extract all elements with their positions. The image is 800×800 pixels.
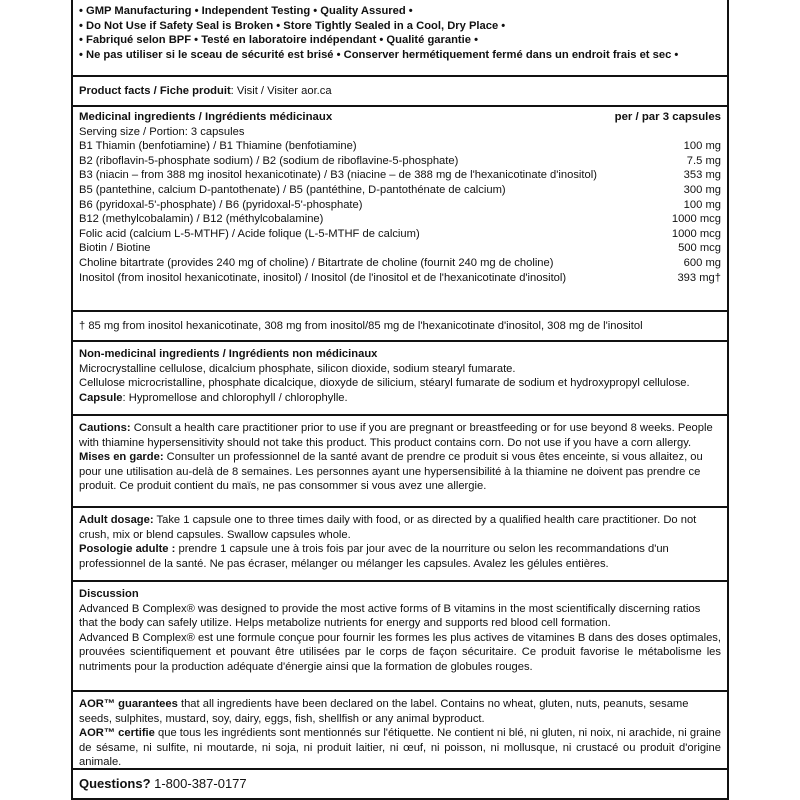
medicinal-heading: Medicinal ingredients / Ingrédients médicinaux <box>79 111 333 123</box>
mises-en-garde-text: Consulter un professionnel de la santé avant de prendre ce produit si vous êtes enceinte, si vous allaitez, ou pour une utilisation au-delà de 8 semaines. Les personnes ayant une hypersensibilité à la thiamine ne doivent pas prendre ce produit. Ce produit contient du maïs, ne pas consommer si vous avez une allergie. <box>79 451 703 493</box>
non-medicinal-en: Microcrystalline cellulose, dicalcium phosphate, silicon dioxide, sodium stearyl fumarate. <box>79 362 516 375</box>
non-medicinal-ingredients <box>73 342 727 416</box>
ingredient-row <box>79 139 721 154</box>
product-facts-value: : Visit / Visiter aor.ca <box>230 85 332 97</box>
ingredient-amount: 100 mg <box>683 140 721 153</box>
ingredient-name: Folic acid (calcium L-5-MTHF) / Acide folique (L-5-MTHF de calcium) <box>79 227 420 240</box>
ingredient-name: Biotin / Biotine <box>79 242 151 255</box>
ingredient-row <box>79 168 721 183</box>
cautions-text: Consult a health care practitioner prior to use if you are pregnant or breastfeeding or for use beyond 8 weeks. People with thiamine hypersensitivity should not take this product. This product contains corn. Do not use if you have a corn allergy. <box>79 422 713 449</box>
discussion-en: Advanced B Complex® was designed to provide the most active forms of B vitamins in the most scientifically discerning ratios that the body can safely utilize. Helps metabolize nutrients for energy and supports red blood cell formation. <box>79 602 701 630</box>
non-medicinal-heading: Non-medicinal ingredients / Ingrédients non médicinaux <box>79 348 378 360</box>
footnote: † 85 mg from inositol hexanicotinate, 308 mg from inositol/85 mg de l'hexanicotinate d'inositol, 308 mg de l'inositol <box>79 320 643 332</box>
statement-line: • GMP Manufacturing • Independent Testing • Quality Assured • <box>79 5 413 17</box>
ingredient-amount: 393 mg† <box>677 271 721 284</box>
non-medicinal-fr: Cellulose microcristalline, phosphate dicalcique, dioxyde de silicium, stéaryl fumarate de sodium et hydroxypropyl cellulose. <box>79 377 690 390</box>
adult-dosage-text: Take 1 capsule one to three times daily with food, or as directed by a qualified health care practitioner. Do not crush, mix or blend capsules. Swallow capsules whole. <box>79 514 697 541</box>
ingredient-amount: 600 mg <box>683 256 721 269</box>
questions-section <box>73 770 727 800</box>
statement-line: • Fabriqué selon BPF • Testé en laboratoire indépendant • Qualité garantie • <box>79 34 479 47</box>
guarantee-label: AOR™ guarantees <box>79 698 178 710</box>
ingredient-name: B5 (pantethine, calcium D-pantothenate) / B5 (pantéthine, D-pantothénate de calcium) <box>79 183 506 196</box>
discussion-section <box>73 582 727 692</box>
guarantee-text: that all ingredients have been declared on the label. Contains no wheat, gluten, nuts, peanuts, sesame seeds, sulphites, mustard, soy, dairy, eggs, fish, shellfish or any animal byproduct. <box>79 698 689 725</box>
dosage-section <box>73 508 727 582</box>
medicinal-ingredients <box>73 107 727 312</box>
phone-number: 1-800-387-0177 <box>150 776 247 791</box>
statement-line: • Do Not Use if Safety Seal is Broken • Store Tightly Sealed in a Cool, Dry Place • <box>79 19 506 32</box>
ingredient-amount: 1000 mcg <box>671 227 721 240</box>
capsule-label: Capsule <box>79 391 123 404</box>
ingredient-row <box>79 212 721 227</box>
ingredient-row <box>79 183 721 198</box>
ingredient-name: Choline bitartrate (provides 240 mg of choline) / Bitartrate de choline (fournit 240 mg de choline) <box>79 256 554 269</box>
ingredient-row <box>79 256 721 271</box>
product-facts <box>73 77 727 107</box>
ingredient-name: B12 (methylcobalamin) / B12 (méthylcobalamine) <box>79 213 324 226</box>
ingredient-amount: 353 mg <box>683 169 721 182</box>
ingredient-row <box>79 154 721 169</box>
ingredient-name: B6 (pyridoxal-5'-phosphate) / B6 (pyridoxal-5'-phosphate) <box>79 198 363 211</box>
quality-statements <box>73 0 727 77</box>
discussion-heading: Discussion <box>79 588 139 600</box>
adult-dosage-label: Adult dosage: <box>79 514 154 526</box>
certifie-text: que tous les ingrédients sont mentionnés sur l'étiquette. Ne contient ni blé, ni gluten, ni noix, ni arachide, ni graine de sésame, ni sulfite, ni moutarde, ni soja, ni produit laitier, ni œuf, ni poisson, ni mollusque, ni crustacé ou produit d'origine animale. <box>79 727 721 769</box>
certifie-label: AOR™ certifie <box>79 727 155 740</box>
footnote-section <box>73 312 727 342</box>
posologie-label: Posologie adulte : <box>79 543 176 556</box>
questions-label: Questions? <box>79 776 151 791</box>
discussion-fr: Advanced B Complex® est une formule conçue pour fournir les formes les plus actives de vitamines B dans des doses optimales, prouvées scientifiquement et pouvant être utilisées par le corps de façon sécuritaire. Ce produit favorise le métabolisme les nutriments pour la production adéquate d'énergie ainsi que la formation de globules rouges. <box>79 631 721 673</box>
mises-en-garde-label: Mises en garde: <box>79 451 164 464</box>
ingredient-row <box>79 227 721 242</box>
ingredient-amount: 1000 mcg <box>671 213 721 226</box>
ingredient-row <box>79 198 721 213</box>
ingredient-amount: 7.5 mg <box>686 154 721 167</box>
ingredient-name: B1 Thiamin (benfotiamine) / B1 Thiamine (benfotiamine) <box>79 140 357 153</box>
ingredient-row <box>79 241 721 256</box>
ingredient-row <box>79 271 721 286</box>
ingredient-amount: 100 mg <box>683 198 721 211</box>
product-facts-label: Product facts / Fiche produit <box>79 85 231 97</box>
label-panel <box>71 0 729 800</box>
guarantee-section <box>73 692 727 770</box>
capsule-text: : Hypromellose and chlorophyll / chlorophylle. <box>122 391 348 404</box>
ingredient-name: Inositol (from inositol hexanicotinate, inositol) / Inositol (de l'inositol et de l'hexanicotinate d'inositol) <box>79 271 567 284</box>
statement-line: • Ne pas utiliser si le sceau de sécurité est brisé • Conserver hermétiquement fermé dans un endroit frais et sec • <box>79 48 679 61</box>
per-serving-heading: per / par 3 capsules <box>614 111 721 123</box>
posologie-text: prendre 1 capsule une à trois fois par jour avec de la nourriture ou selon les recommandations d'un professionnel de la santé. Ne pas écraser, mélanger ou mélanger les capsules. Avalez les gélules entières. <box>79 543 669 570</box>
ingredient-name: B3 (niacin – from 388 mg inositol hexanicotinate) / B3 (niacine – de 388 mg de l'hexanicotinate d'inositol) <box>79 169 597 182</box>
ingredient-amount: 300 mg <box>683 183 721 196</box>
ingredient-name: B2 (riboflavin-5-phosphate sodium) / B2 (sodium de riboflavine-5-phosphate) <box>79 154 459 167</box>
ingredient-amount: 500 mcg <box>678 242 721 255</box>
cautions-label: Cautions: <box>79 422 131 434</box>
cautions-section <box>73 416 727 508</box>
serving-size: Serving size / Portion: 3 capsules <box>79 125 245 138</box>
